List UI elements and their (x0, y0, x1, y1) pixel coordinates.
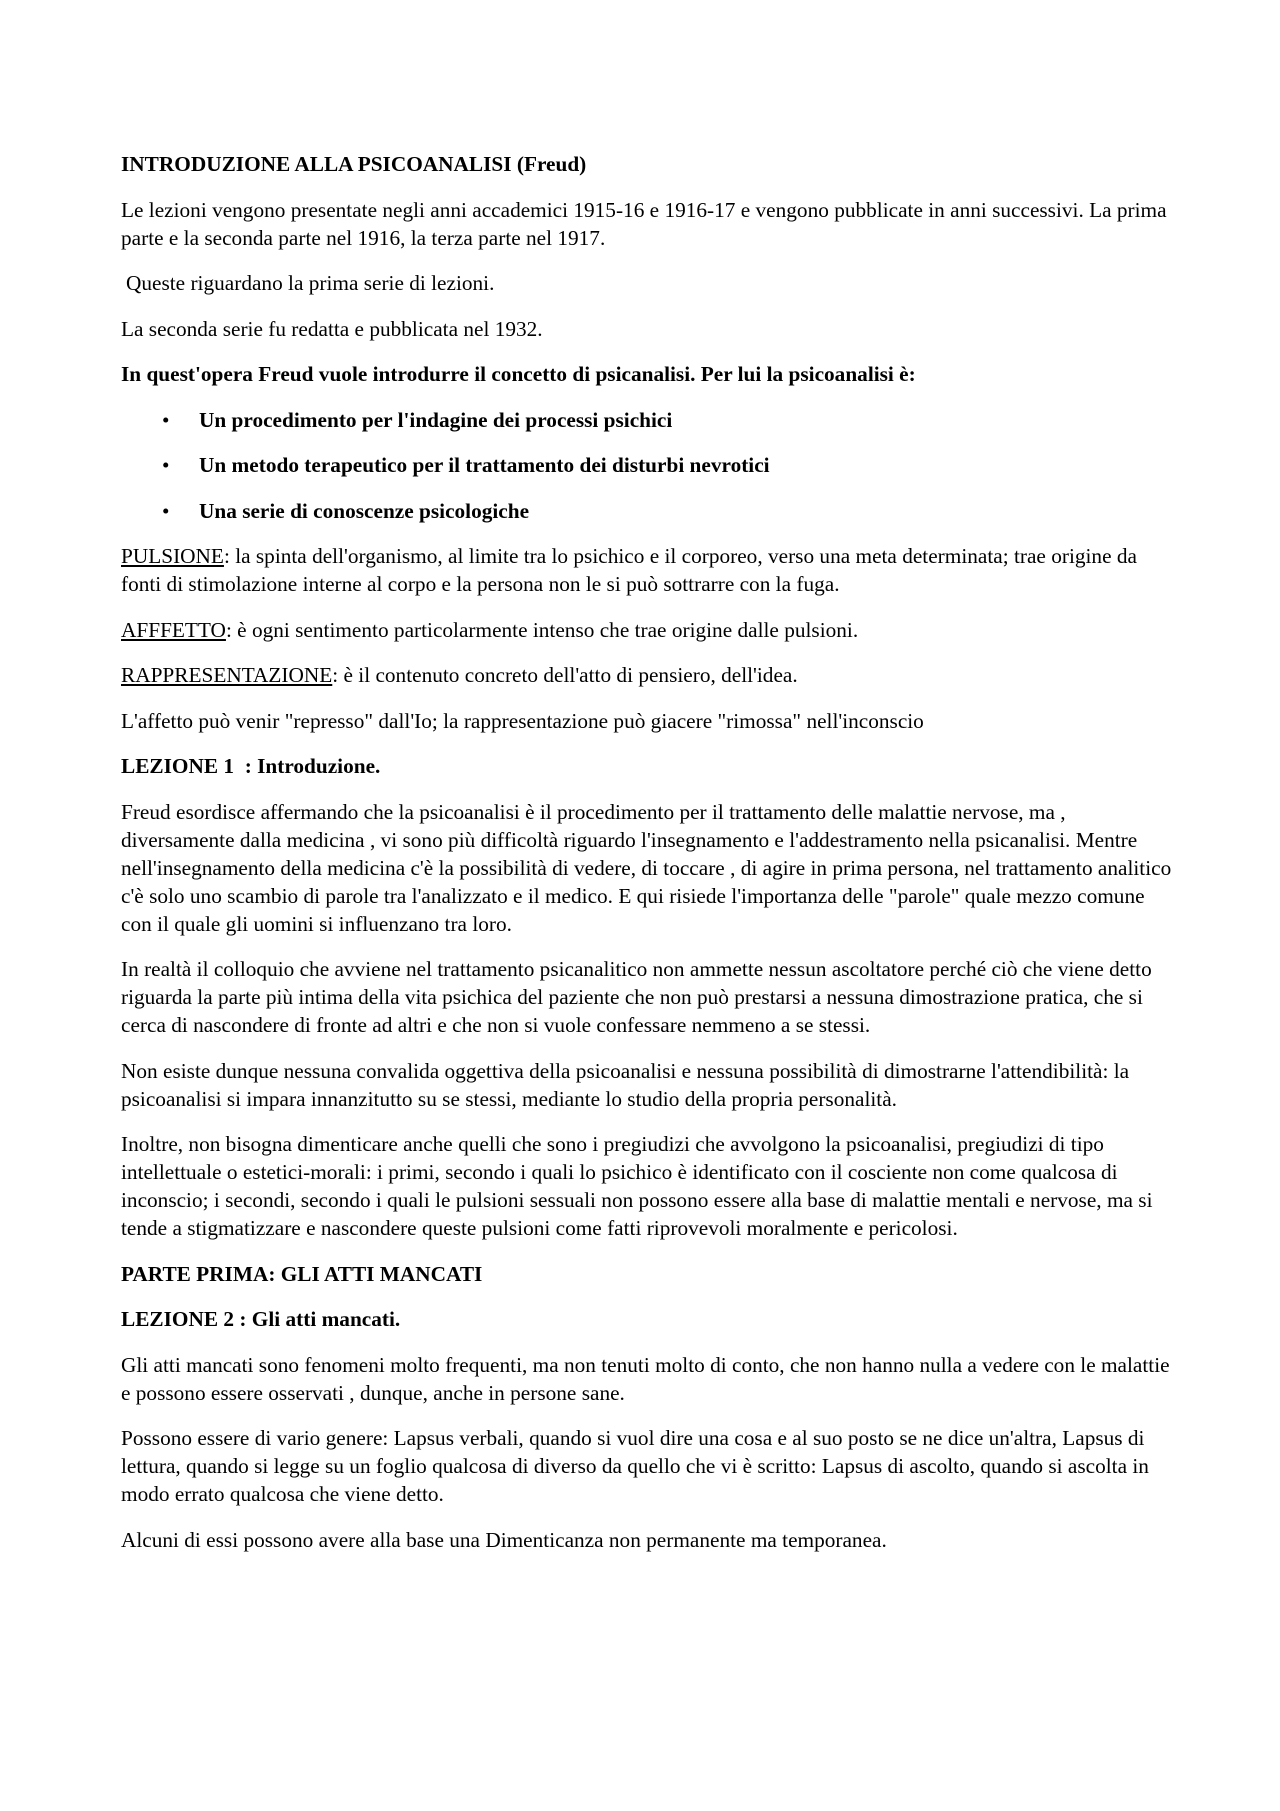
document-title: INTRODUZIONE ALLA PSICOANALISI (Freud) (121, 152, 587, 176)
affect-note: L'affetto può venir "represso" dall'Io; la rappresentazione può giacere "rimossa" nell'inconscio (121, 708, 924, 733)
glossary-definition: : è ogni sentimento particolarmente intenso che trae origine dalle pulsioni. (225, 617, 859, 642)
lesson-1-paragraph: Non esiste dunque nessuna convalida oggettiva della psicoanalisi e nessuna possibilità di dimostrarne l'attendibilità: la psicoanalisi si impara innanzitutto su se stessi, mediante lo studio della propria personalità. (121, 1058, 1130, 1111)
part-1-heading: PARTE PRIMA: GLI ATTI MANCATI (121, 1261, 483, 1286)
list-item-text: Un procedimento per l'indagine dei processi psichici (199, 407, 673, 432)
list-item (121, 497, 1173, 525)
definition-list (121, 406, 1173, 525)
glossary-term: AFFFETTO (121, 617, 226, 642)
glossary-entry-pulsione (121, 542, 1173, 598)
lesson-1-paragraph: In realtà il colloquio che avviene nel trattamento psicanalitico non ammette nessun ascoltatore perché ciò che viene detto riguarda la parte più intima della vita psichica del paziente che non può prestarsi a nessuna dimostrazione pratica, che si cerca di nascondere di fronte ad altri e che non si vuole confessare nemmeno a se stessi. (121, 957, 1152, 1037)
lesson-2-paragraph: Possono essere di vario genere: Lapsus verbali, quando si vuol dire una cosa e al suo posto se ne dice un'altra, Lapsus di lettura, quando si legge su un foglio qualcosa di diverso da quello che vi è scritto: Lapsus di ascolto, quando si ascolta in modo errato qualcosa che viene detto. (121, 1426, 1149, 1506)
list-item (121, 406, 1173, 434)
definition-lead: In quest'opera Freud vuole introdurre il concetto di psicanalisi. Per lui la psicoanalisi è: (121, 362, 916, 386)
list-item (121, 451, 1173, 479)
glossary-entry-rappresentazione (121, 661, 1173, 689)
glossary-definition: : la spinta dell'organismo, al limite tra lo psichico e il corporeo, verso una meta determinata; trae origine da fonti di stimolazione interne al corpo e la persona non le si può sottrarre con la fuga. (121, 544, 1137, 596)
bullet-icon: • (162, 498, 170, 523)
lesson-2-heading: LEZIONE 2 : Gli atti mancati. (121, 1307, 401, 1331)
glossary-term: PULSIONE (121, 544, 224, 568)
intro-paragraph: La seconda serie fu redatta e pubblicata nel 1932. (121, 316, 543, 341)
intro-paragraph: Queste riguardano la prima serie di lezioni. (126, 271, 495, 295)
list-item-text: Una serie di conoscenze psicologiche (199, 498, 530, 523)
lesson-2-paragraph: Gli atti mancati sono fenomeni molto frequenti, ma non tenuti molto di conto, che non hanno nulla a vedere con le malattie e possono essere osservati , dunque, anche in persone sane. (121, 1352, 1170, 1405)
lesson-1-paragraph: Freud esordisce affermando che la psicoanalisi è il procedimento per il trattamento delle malattie nervose, ma , diversamente dalla medicina , vi sono più difficoltà riguardo l'insegnamento e l'addestramento nella psicanalisi. Mentre nell'insegnamento della medicina c'è la possibilità di vedere, di toccare , di agire in prima persona, nel trattamento analitico c'è solo uno scambio di parole tra l'analizzato e il medico. E qui risiede l'importanza delle "parole" quale mezzo comune con il quale gli uomini si influenzano tra loro. (121, 799, 1172, 936)
bullet-icon: • (162, 453, 170, 477)
document-body (121, 150, 1173, 1571)
lesson-1-heading (121, 752, 1173, 780)
intro-paragraph: Le lezioni vengono presentate negli anni accademici 1915-16 e 1916-17 e vengono pubblicate in anni successivi. La prima parte e la seconda parte nel 1916, la terza parte nel 1917. (121, 197, 1167, 250)
glossary-term: RAPPRESENTAZIONE (121, 663, 333, 687)
list-item-text: Un metodo terapeutico per il trattamento dei disturbi nevrotici (199, 453, 770, 477)
lesson-1-title: : Introduzione. (244, 754, 381, 778)
glossary-definition: : è il contenuto concreto dell'atto di pensiero, dell'idea. (332, 663, 798, 687)
lesson-1-number: LEZIONE 1 (121, 754, 235, 778)
glossary-entry-affetto (121, 616, 1173, 644)
lesson-2-paragraph: Alcuni di essi possono avere alla base una Dimenticanza non permanente ma temporanea. (121, 1527, 887, 1552)
bullet-icon: • (162, 407, 170, 432)
lesson-1-paragraph: Inoltre, non bisogna dimenticare anche quelli che sono i pregiudizi che avvolgono la psicoanalisi, pregiudizi di tipo intellettuale o estetici-morali: i primi, secondo i quali lo psichico è identificato con il cosciente non come qualcosa di inconscio; i secondi, secondo i quali le pulsioni sessuali non possono essere alla base di malattie mentali e nervose, ma si tende a stigmatizzare e nascondere queste pulsioni come fatti riprovevoli moralmente e pericolosi. (121, 1132, 1153, 1240)
